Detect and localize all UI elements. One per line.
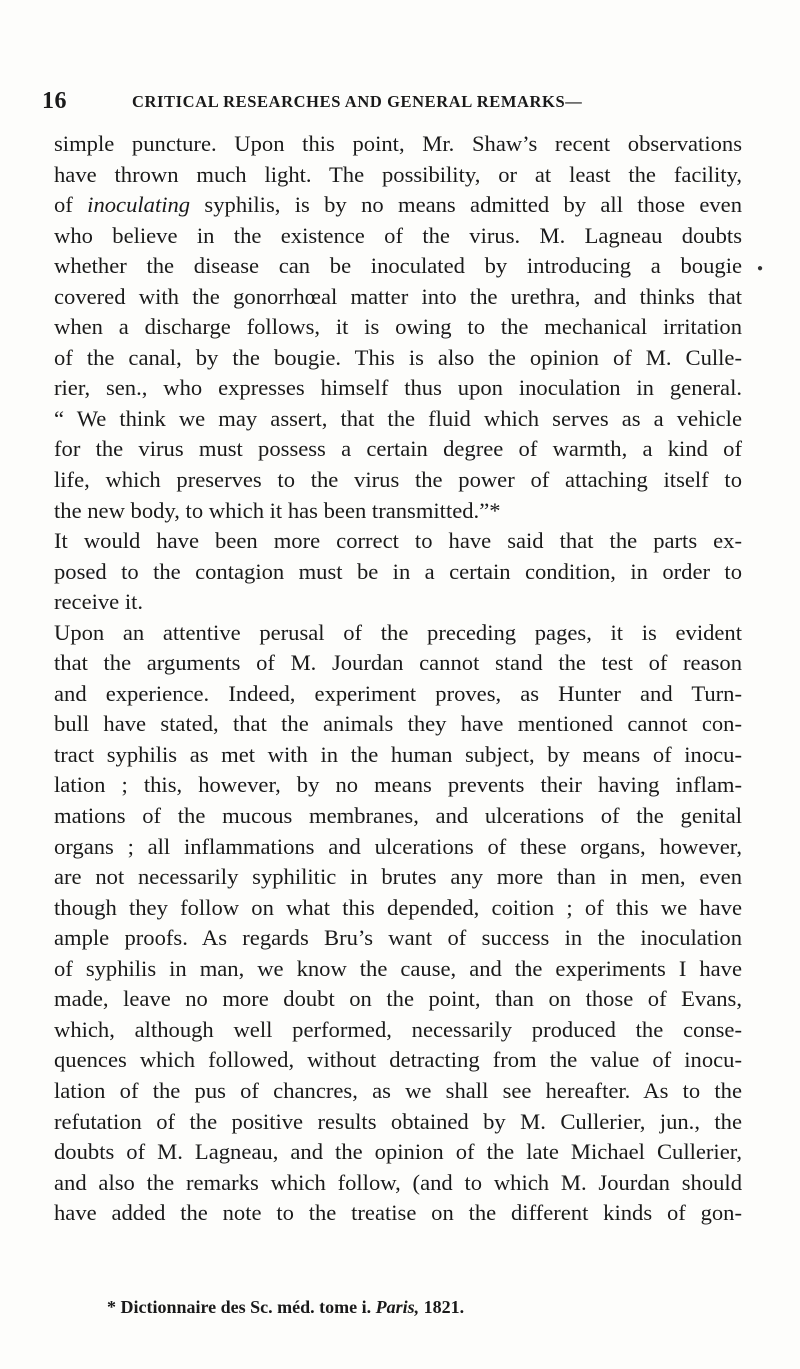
footnote: [107, 1297, 464, 1318]
text-line: quences which followed, without detracting from the value of inocu-: [54, 1047, 742, 1073]
text-line: ample proofs. As regards Bru’s want of success in the inoculation: [54, 925, 742, 951]
text-line: who believe in the existence of the virus. M. Lagneau doubts: [54, 222, 742, 248]
page-number: 16: [42, 88, 67, 114]
text-line: It would have been more correct to have said that the parts ex-: [54, 528, 742, 554]
footnote-year: 1821.: [423, 1297, 465, 1317]
text-line: when a discharge follows, it is owing to the mechanical irritation: [54, 314, 742, 340]
running-head: [42, 88, 770, 114]
text-line: refutation of the positive results obtained by M. Cullerier, jun., the: [54, 1108, 742, 1134]
text-line: whether the disease can be inoculated by introducing a bougie: [54, 253, 742, 279]
text-line: tract syphilis as met with in the human subject, by means of inocu-: [54, 741, 742, 767]
text-line: posed to the contagion must be in a certain condition, in order to: [54, 558, 742, 584]
text-line: made, leave no more doubt on the point, than on those of Evans,: [54, 986, 742, 1012]
text-line: “ We think we may assert, that the fluid which serves as a vehicle: [54, 405, 742, 431]
text-line: simple puncture. Upon this point, Mr. Shaw’s recent observations: [54, 131, 742, 156]
footnote-source: Dictionnaire des Sc. méd. tome i.: [120, 1297, 372, 1317]
text-line: though they follow on what this depended, coition ; of this we have: [54, 894, 742, 920]
margin-dot: ●: [757, 263, 764, 274]
text-line: of inoculating syphilis, is by no means admitted by all those even: [54, 192, 742, 218]
text-line: and experience. Indeed, experiment proves, as Hunter and Turn-: [54, 680, 742, 706]
text-line: rier, sen., who expresses himself thus upon inoculation in general.: [54, 375, 742, 401]
text-line: the new body, to which it has been transmitted.”*: [54, 497, 501, 523]
text-line: of the canal, by the bougie. This is also the opinion of M. Culle-: [54, 344, 742, 370]
text-line: lation ; this, however, by no means prevents their having inflam-: [54, 772, 742, 798]
text-line: receive it.: [54, 589, 144, 615]
italic-word: inoculating: [87, 192, 191, 218]
footnote-marker: *: [107, 1297, 116, 1317]
text-line: of syphilis in man, we know the cause, and the experiments I have: [54, 955, 742, 981]
text-line: for the virus must possess a certain degree of warmth, a kind of: [54, 436, 742, 462]
body-text: [54, 129, 742, 1229]
footnote-place: Paris,: [375, 1297, 420, 1317]
text-line: are not necessarily syphilitic in brutes any more than in men, even: [54, 864, 742, 890]
text-line: that the arguments of M. Jourdan cannot stand the test of reason: [54, 650, 742, 676]
text-line: and also the remarks which follow, (and to which M. Jourdan should: [54, 1169, 742, 1195]
text-line: mations of the mucous membranes, and ulcerations of the genital: [54, 803, 742, 829]
text-line: Upon an attentive perusal of the preceding pages, it is evident: [54, 619, 742, 645]
text-line: organs ; all inflammations and ulcerations of these organs, however,: [54, 833, 742, 859]
text-line: covered with the gonorrhœal matter into the urethra, and thinks that: [54, 283, 742, 309]
text-line: have added the note to the treatise on the different kinds of gon-: [54, 1200, 742, 1226]
running-title: CRITICAL RESEARCHES AND GENERAL REMARKS—: [132, 92, 583, 111]
text-line: bull have stated, that the animals they have mentioned cannot con-: [54, 711, 742, 737]
text-line: have thrown much light. The possibility, or at least the facility,: [54, 161, 742, 187]
text-line: life, which preserves to the virus the power of attaching itself to: [54, 467, 742, 493]
text-line: which, although well performed, necessarily produced the conse-: [54, 1016, 742, 1042]
text-line: doubts of M. Lagneau, and the opinion of the late Michael Cullerier,: [54, 1139, 742, 1165]
text-line: lation of the pus of chancres, as we shall see hereafter. As to the: [54, 1077, 742, 1103]
